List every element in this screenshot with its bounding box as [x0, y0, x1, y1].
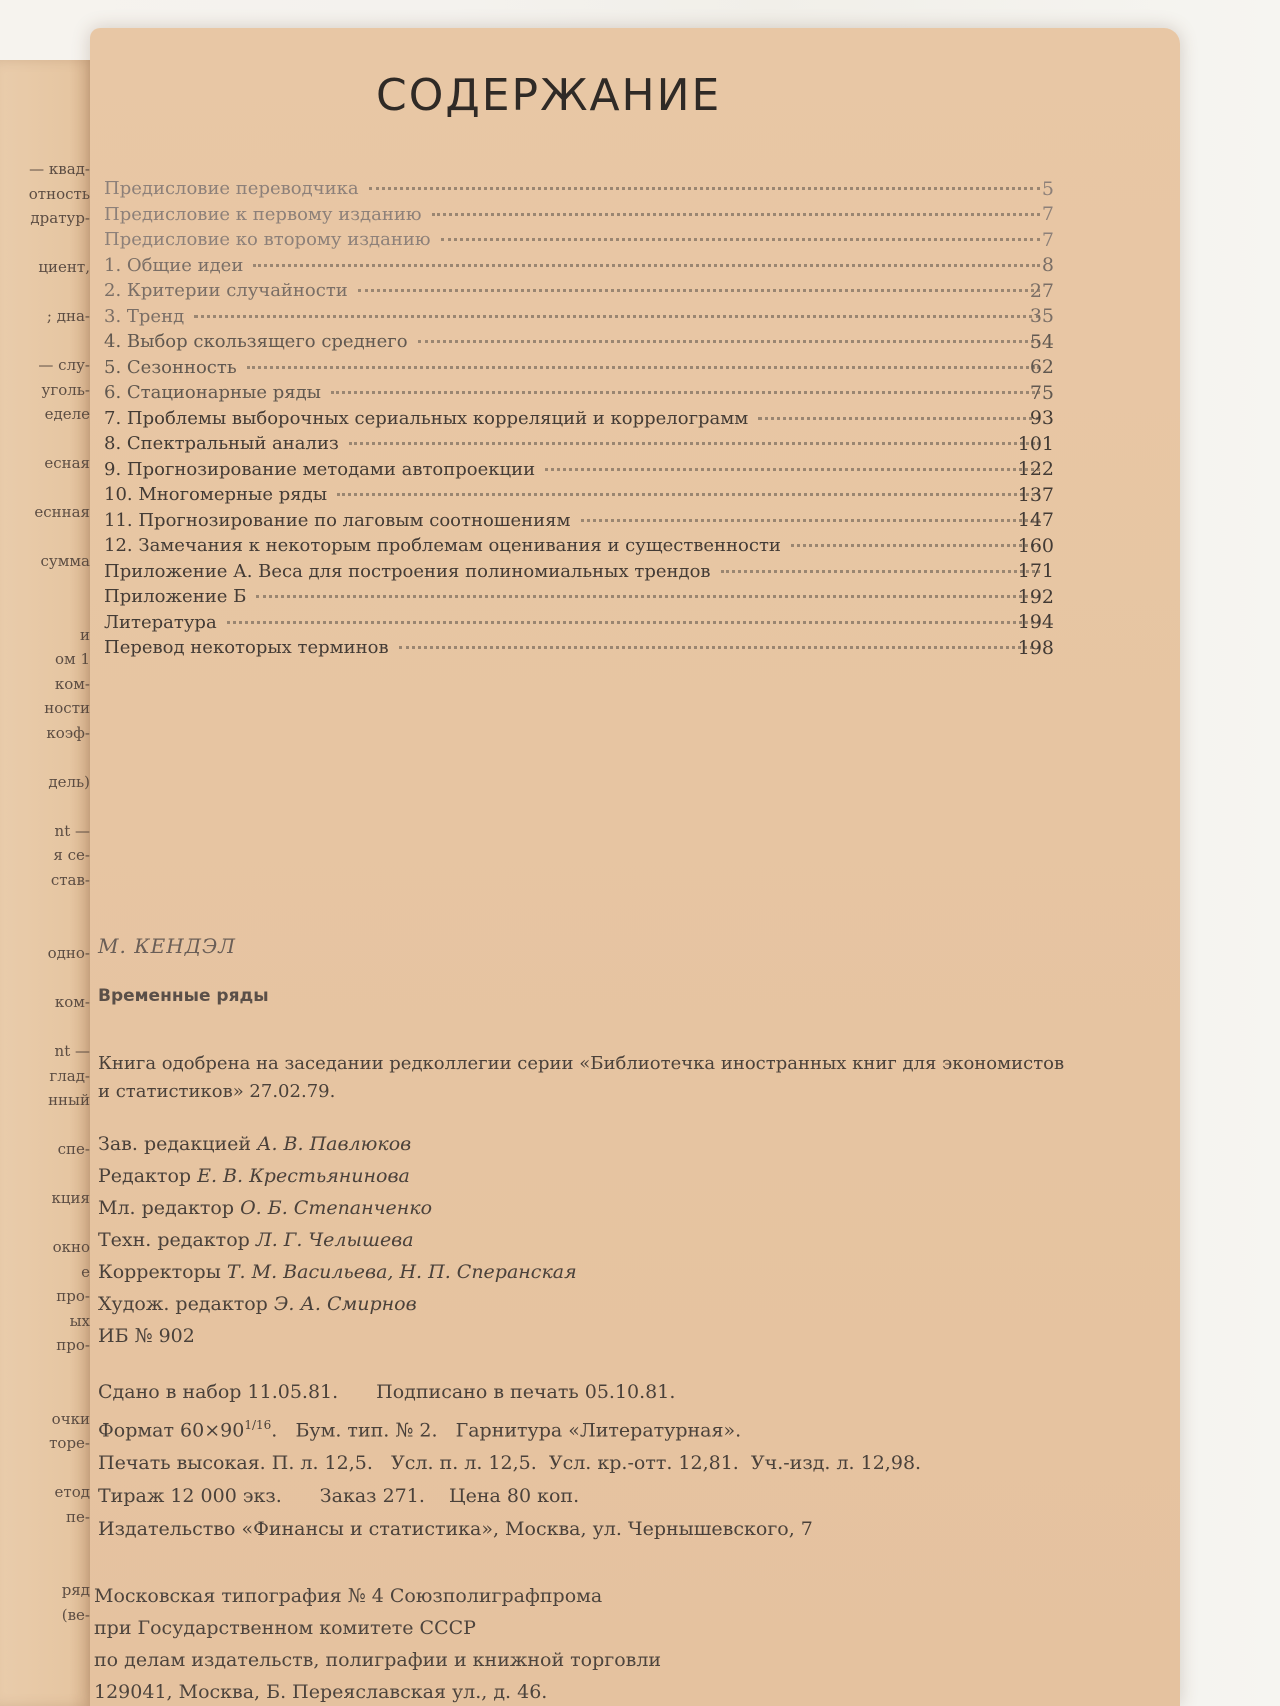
- toc-leader-dots: [418, 340, 1040, 343]
- credit-line: [98, 1224, 577, 1256]
- left-page-line: nt —: [54, 1042, 90, 1060]
- toc-leader-dots: [331, 391, 1040, 394]
- toc-row: [104, 508, 1054, 534]
- credit-role: Техн. редактор: [98, 1229, 250, 1251]
- toc-row: [104, 457, 1054, 483]
- approval-note: Книга одобрена на заседании редколлегии серии «Библиотечка иностранных книг для экономистов и статистиков» 27.02.79.: [98, 1053, 1065, 1102]
- left-page-line: став-: [50, 870, 90, 889]
- left-page-line: нный: [48, 1091, 90, 1109]
- toc-page-number: 54: [1029, 330, 1054, 353]
- publisher-line: Издательство «Финансы и статистика», Москва, ул. Чернышевского, 7: [98, 1518, 813, 1541]
- toc-row: [104, 406, 1054, 432]
- credit-line: [98, 1288, 577, 1320]
- toc-entry-title: Приложение Б: [104, 586, 247, 608]
- toc-row: [104, 380, 1054, 406]
- toc-row: [104, 610, 1054, 636]
- signed-date: Подписано в печать 05.10.81.: [376, 1381, 676, 1403]
- toc-leader-dots: [432, 213, 1040, 216]
- format-period: .: [271, 1419, 278, 1442]
- toc-entry-title: 1. Общие идеи: [104, 254, 244, 276]
- left-page-line: торе-: [49, 1434, 90, 1452]
- toc-page-number: 35: [1029, 305, 1054, 328]
- toc-leader-dots: [227, 621, 1040, 624]
- toc-entry-title: 10. Многомерные ряды: [104, 484, 328, 506]
- left-page-line: nt —: [54, 821, 90, 840]
- toc-leader-dots: [194, 315, 1040, 318]
- price: Цена 80 коп.: [449, 1485, 580, 1508]
- toc-leader-dots: [337, 493, 1040, 496]
- toc-leader-dots: [791, 544, 1040, 547]
- left-page-line: окно: [52, 1238, 90, 1256]
- toc-row: [104, 278, 1054, 304]
- toc-leader-dots: [358, 289, 1040, 292]
- toc-entry-title: 2. Критерии случайности: [104, 280, 348, 302]
- imprint-line-2: [98, 1409, 921, 1447]
- left-page-line: еделе: [44, 405, 90, 423]
- toc-entry-title: Приложение А. Веса для построения полиномиальных трендов: [104, 560, 711, 582]
- format-fraction: 1/16: [244, 1418, 272, 1432]
- imprint-line-1: [98, 1376, 921, 1409]
- credit-role: ИБ № 902: [98, 1325, 195, 1347]
- toc-row: [104, 253, 1054, 279]
- toc-entry-title: Предисловие к первому изданию: [104, 203, 422, 225]
- toc-page-number: 101: [1017, 432, 1054, 455]
- toc-page-number: 194: [1017, 611, 1054, 634]
- toc-leader-dots: [247, 366, 1040, 369]
- toc-page-number: 147: [1017, 509, 1054, 532]
- credit-line: [98, 1256, 577, 1288]
- imprint-line-3: Печать высокая. П. л. 12,5. Усл. п. л. 12,5. Усл. кр.-отт. 12,81. Уч.-изд. л. 12,98.: [98, 1452, 922, 1475]
- toc-entry-title: 12. Замечания к некоторым проблемам оценивания и существенности: [104, 535, 781, 557]
- left-page-line: етод: [54, 1483, 90, 1501]
- credit-line: [98, 1160, 577, 1192]
- toc-leader-dots: [349, 442, 1040, 445]
- left-page-line: коэф-: [46, 723, 90, 742]
- left-page-line: ком-: [54, 993, 90, 1011]
- credit-role: Корректоры: [98, 1261, 221, 1283]
- left-page-line: ом 1: [54, 650, 90, 668]
- toc-page-number: 7: [1041, 203, 1054, 226]
- printer-line: Московская типография № 4 Союзполиграфпрома: [94, 1585, 603, 1607]
- toc-row: [104, 355, 1054, 381]
- left-page-line: ности: [44, 699, 90, 717]
- format-text: Формат 60×90: [98, 1419, 245, 1442]
- toc-row: [104, 202, 1054, 228]
- toc-leader-dots: [369, 187, 1040, 190]
- left-page-line: очки: [51, 1409, 90, 1428]
- toc-row: [104, 635, 1054, 661]
- left-page-line: уголь-: [41, 380, 90, 399]
- toc-entry-title: 8. Спектральный анализ: [104, 433, 339, 455]
- left-page-line: кция: [51, 1189, 90, 1207]
- toc-page-number: 192: [1017, 585, 1054, 608]
- credit-person: Л. Г. Челышева: [255, 1229, 414, 1251]
- left-page-line: ых: [69, 1311, 90, 1330]
- toc-page-number: 93: [1029, 407, 1054, 430]
- toc-entry-title: Перевод некоторых терминов: [104, 637, 389, 659]
- credit-role: Редактор: [98, 1165, 192, 1187]
- left-page-line: еснная: [34, 503, 90, 521]
- toc-row: [104, 559, 1054, 585]
- credit-person: Е. В. Крестьянинова: [197, 1165, 410, 1187]
- toc-entry-title: 5. Сезонность: [104, 356, 237, 378]
- left-page-line: е: [81, 1262, 90, 1281]
- toc-page-number: 198: [1017, 636, 1054, 659]
- toc-leader-dots: [758, 417, 1040, 420]
- credit-person: Т. М. Васильева, Н. П. Сперанская: [226, 1261, 577, 1283]
- credit-line: [98, 1320, 577, 1352]
- author-name: М. КЕНДЭЛ: [98, 934, 236, 958]
- printer-line: 129041, Москва, Б. Переяславская ул., д. 46.: [94, 1681, 548, 1703]
- toc-entry-title: Литература: [104, 611, 217, 633]
- credit-line: [98, 1128, 577, 1160]
- toc-entry-title: 9. Прогнозирование методами автопроекции: [104, 458, 536, 480]
- toc-row: [104, 533, 1054, 559]
- printer-line: при Государственном комитете СССР: [94, 1617, 476, 1639]
- left-page-line: дратур-: [30, 209, 90, 227]
- book-title: Временные ряды: [98, 986, 269, 1006]
- toc-row: [104, 482, 1054, 508]
- toc-entry-title: Предисловие переводчика: [104, 178, 359, 200]
- toc-page-number: 171: [1017, 560, 1054, 583]
- credit-role: Зав. редакцией: [98, 1133, 252, 1155]
- previous-page-edge: [0, 60, 98, 1706]
- left-page-line: дель): [48, 772, 90, 791]
- toc-page-number: 62: [1029, 356, 1054, 379]
- left-page-line: про-: [56, 1287, 90, 1305]
- left-page-line: циент,: [38, 258, 90, 276]
- imprint-line-4: [98, 1480, 921, 1513]
- printer-line: по делам издательств, полиграфии и книжной торговли: [94, 1649, 662, 1671]
- toc-leader-dots: [581, 519, 1040, 522]
- toc-page-number: 160: [1017, 534, 1054, 557]
- left-page-line: сумма: [40, 552, 90, 570]
- left-page-line: ; дна-: [46, 307, 90, 325]
- toc-page-number: 5: [1041, 177, 1054, 200]
- toc-leader-dots: [441, 238, 1040, 241]
- toc-leader-dots: [256, 595, 1040, 598]
- toc-entry-title: 7. Проблемы выборочных сериальных корреляций и коррелограмм: [104, 407, 749, 429]
- toc-entry-title: 11. Прогнозирование по лаговым соотношениям: [104, 509, 571, 531]
- left-page-line: про-: [56, 1336, 90, 1354]
- toc-entry-title: 6. Стационарные ряды: [104, 382, 322, 404]
- left-page-line: — квад-: [29, 160, 90, 178]
- paper-type: Бум. тип. № 2.: [295, 1419, 438, 1442]
- editorial-credits: [98, 1128, 577, 1352]
- credit-role: Худож. редактор: [98, 1293, 268, 1315]
- left-page-line: спе-: [57, 1140, 90, 1158]
- toc-row: [104, 431, 1054, 457]
- left-page-line: глад-: [49, 1066, 90, 1085]
- credit-person: А. В. Павлюков: [257, 1133, 412, 1155]
- left-page-line: и: [80, 625, 90, 644]
- left-page-line: (ве-: [61, 1605, 90, 1624]
- typeface: Гарнитура «Литературная».: [455, 1419, 742, 1442]
- toc-entry-title: 3. Тренд: [104, 305, 185, 327]
- toc-row: [104, 304, 1054, 330]
- toc-entry-title: 4. Выбор скользящего среднего: [104, 331, 408, 353]
- left-page-line: я се-: [53, 846, 90, 864]
- left-page-line: отность: [28, 184, 90, 203]
- credit-person: Э. А. Смирнов: [273, 1293, 417, 1315]
- imprint-block: [98, 1376, 921, 1546]
- toc-page-number: 8: [1041, 254, 1054, 277]
- toc-entry-title: Предисловие ко второму изданию: [104, 229, 431, 251]
- credit-line: [98, 1192, 577, 1224]
- toc-row: [104, 176, 1054, 202]
- toc-page-number: 27: [1029, 279, 1054, 302]
- toc-leader-dots: [721, 570, 1040, 573]
- left-page-line: одно-: [47, 944, 90, 962]
- toc-row: [104, 227, 1054, 253]
- table-of-contents: [104, 176, 1054, 661]
- toc-row: [104, 584, 1054, 610]
- toc-leader-dots: [399, 646, 1040, 649]
- printer-info: [94, 1580, 661, 1706]
- page-heading: СОДЕРЖАНИЕ: [376, 70, 722, 121]
- toc-page-number: 75: [1029, 381, 1054, 404]
- toc-page-number: 137: [1017, 483, 1054, 506]
- toc-row: [104, 329, 1054, 355]
- left-page-line: — слу-: [38, 356, 90, 374]
- left-page-line: пе-: [66, 1507, 90, 1526]
- left-page-line: есная: [44, 454, 90, 472]
- order-number: Заказ 271.: [319, 1485, 425, 1508]
- toc-leader-dots: [545, 468, 1040, 471]
- typeset-date: Сдано в набор 11.05.81.: [98, 1381, 339, 1403]
- left-page-line: ком-: [54, 674, 90, 693]
- print-run: Тираж 12 000 экз.: [98, 1485, 282, 1508]
- toc-leader-dots: [253, 264, 1040, 267]
- left-page-line: ряд: [61, 1581, 90, 1599]
- toc-page-number: 7: [1041, 228, 1054, 251]
- toc-page-number: 122: [1017, 458, 1054, 481]
- credit-person: О. Б. Степанченко: [240, 1197, 433, 1219]
- credit-role: Мл. редактор: [98, 1197, 235, 1219]
- contents-page: [90, 28, 1180, 1706]
